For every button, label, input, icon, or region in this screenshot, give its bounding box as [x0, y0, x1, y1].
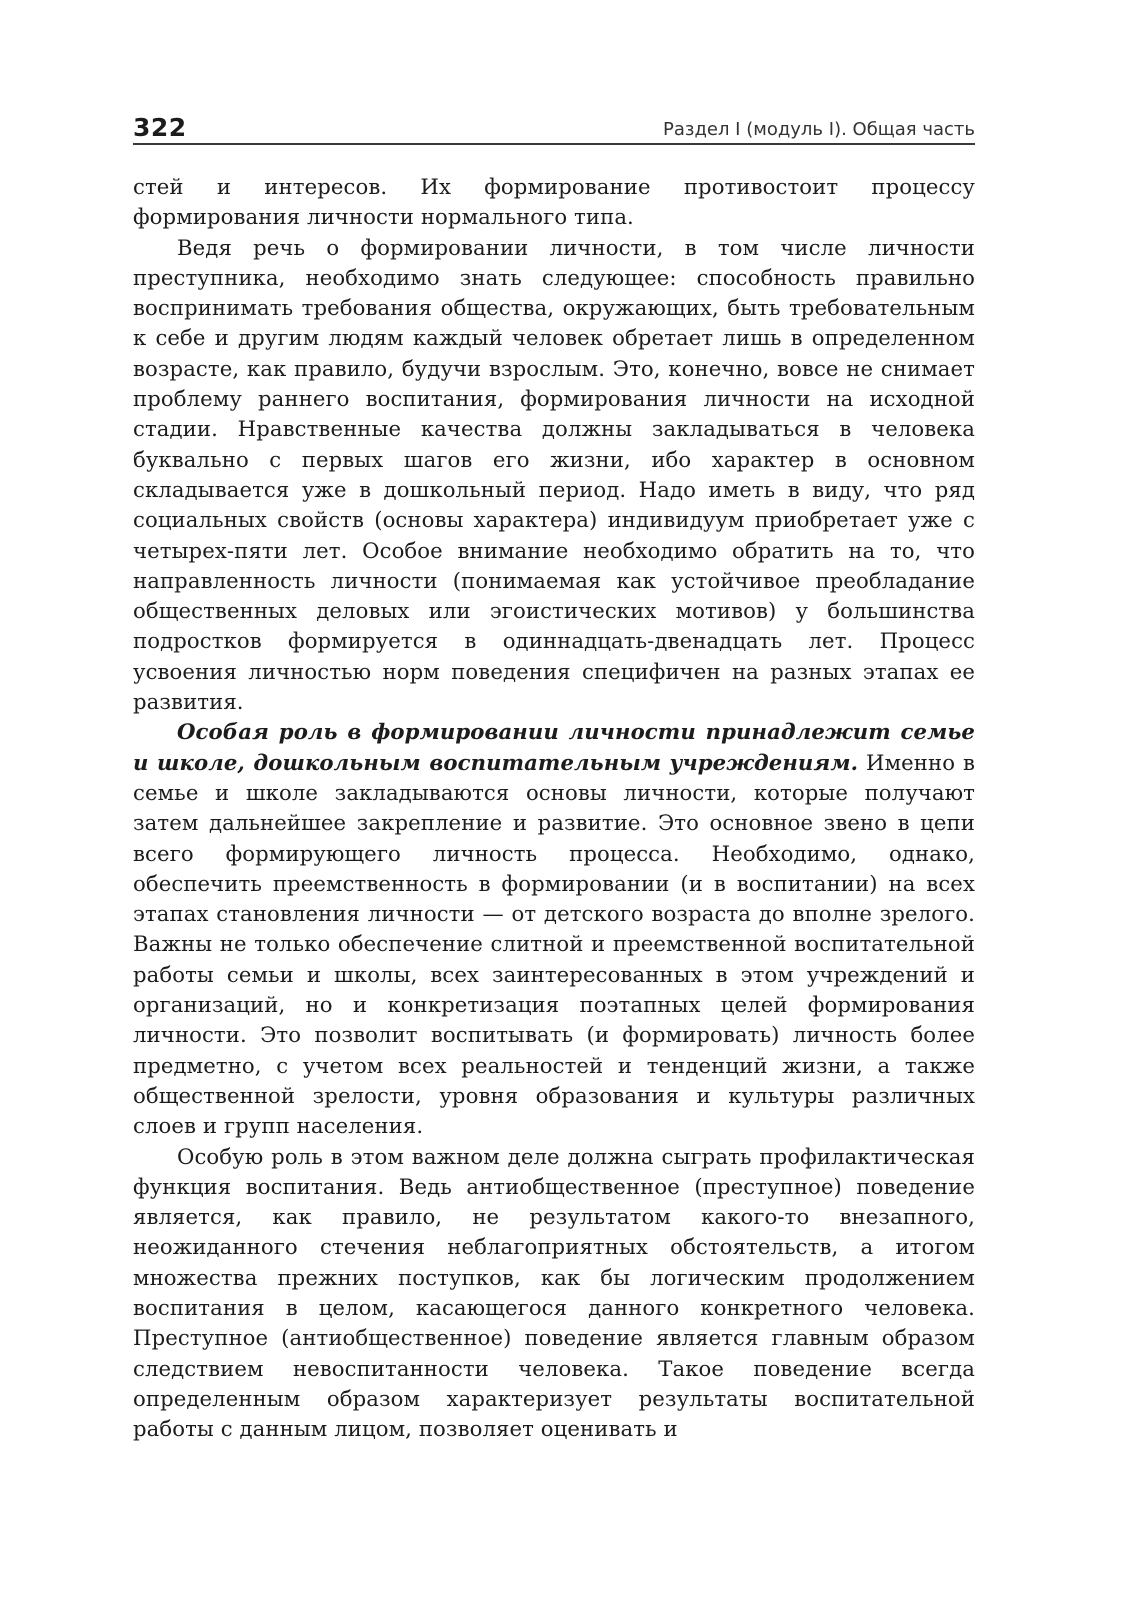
page-number: 322 [133, 113, 187, 142]
running-header [133, 108, 975, 145]
section-title: Раздел I (модуль I). Общая часть [662, 119, 975, 140]
paragraph-3 [133, 717, 975, 1141]
paragraph-1: стей и интересов. Их формирование противостоит процессу формирования личности нормального типа. [133, 174, 975, 230]
paragraph-2: Ведя речь о формировании личности, в том числе личности преступника, необходимо знать следующее: способность правильно воспринимать требования общества, окружающих, быть требовательным к себе и другим людям каждый человек обретает лишь в определенном возрасте, как правило, будучи взрослым. Это, конечно, вовсе не снимает проблему раннего воспитания, формирования личности на исходной стадии. Нравственные качества должны закладываться в человека буквально с первых шагов его жизни, ибо характер в основном складывается уже в дошкольный период. Надо иметь в виду, что ряд социальных свойств (основы характера) индивидуум приобретает уже с четырех-пяти лет. Особое внимание необходимо обратить на то, что направленность личности (понимаемая как устойчивое преобладание общественных деловых или эгоистических мотивов) у большинства подростков формируется в одиннадцать-двенадцать лет. Процесс усвоения личностью норм поведения специфичен на разных этапах ее развития. [133, 234, 975, 715]
paragraph-3-text: Именно в семье и школе закладываются основы личности, которые получают затем дальнейшее закрепление и развитие. Это основное звено в цепи всего формирующего личность процесса. Необходимо, однако, обеспечить преемственность в формировании (и в воспитании) на всех этапах становления личности — от детского возраста до вполне зрелого. Важны не только обеспечение слитной и преемственной воспитательной работы семьи и школы, всех заинтересованных в этом учреждений и организаций, но и конкретизация поэтапных целей формирования личности. Это позволит воспитывать (и формировать) личность более предметно, с учетом всех реальностей и тенденций жизни, а также общественной зрелости, уровня образования и культуры различных слоев и групп населения. [133, 749, 976, 1139]
paragraph-3-emphasis: Особая роль в формировании личности принадлежит семье и школе, дошкольным воспитательным учреждениям. [133, 719, 975, 775]
book-page [133, 108, 975, 1444]
body-text [133, 172, 975, 1444]
paragraph-4: Особую роль в этом важном деле должна сыграть профилактическая функция воспитания. Ведь антиобщественное (преступное) поведение является, как правило, не результатом какого-то внезапного, неожиданного стечения неблагоприятных обстоятельств, а итогом множества прежних поступков, как бы логическим продолжением воспитания в целом, касающегося данного конкретного человека. Преступное (антиобщественное) поведение является главным образом следствием невоспитанности человека. Такое поведение всегда определенным образом характеризует результаты воспитательной работы с данным лицом, позволяет оценивать и [133, 1143, 975, 1442]
